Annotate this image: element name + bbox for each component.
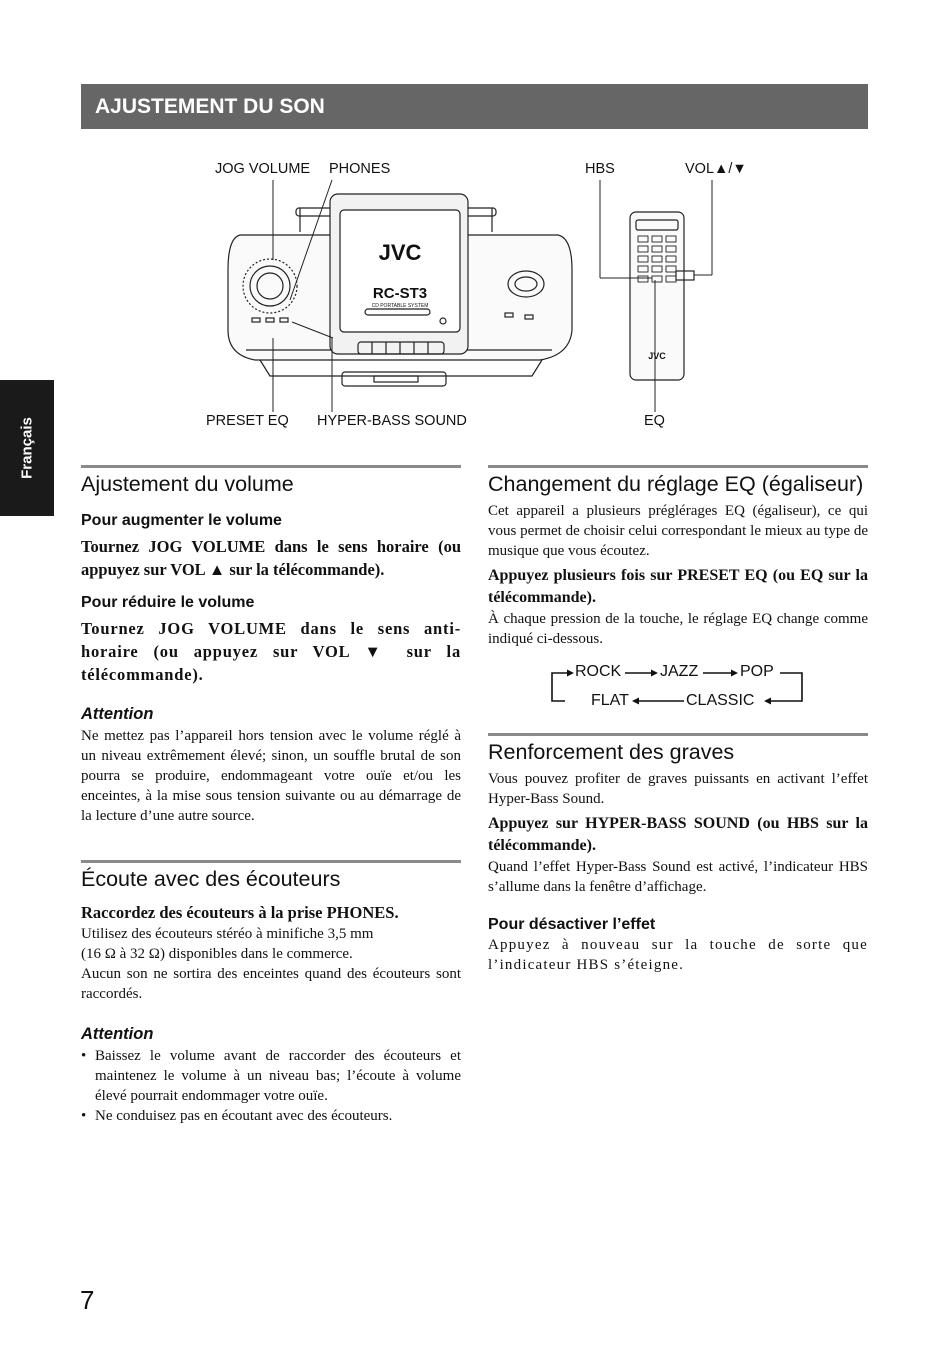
eq-title: Changement du réglage EQ (égaliseur): [488, 465, 868, 497]
bass-off-text: Appuyez à nouveau sur la touche de sorte que l’indicateur HBS s’éteigne.: [488, 937, 868, 973]
bass-title: Renforcement des graves: [488, 733, 868, 765]
bass-note: Quand l’effet Hyper-Bass Sound est activé, l’indicateur HBS s’allume dans la fenêtre d’affichage.: [488, 859, 868, 895]
eq-mode-rock: ROCK: [575, 663, 622, 680]
label-hbs: HBS: [585, 161, 615, 177]
eq-instruction: Appuyez plusieurs fois sur PRESET EQ (ou EQ sur la télécommande).: [488, 567, 868, 606]
device-subtitle: CD PORTABLE SYSTEM: [371, 303, 429, 309]
page-number: 7: [80, 1285, 95, 1315]
device-figure: [200, 150, 760, 440]
volume-up-heading: Pour augmenter le volume: [81, 512, 282, 529]
label-hyper-bass: HYPER-BASS SOUND: [317, 413, 467, 429]
right-column: [488, 465, 868, 975]
device-model: RC-ST3: [372, 285, 428, 302]
remote-brand: JVC: [648, 351, 666, 361]
eq-note: À chaque pression de la touche, le réglage EQ change comme indiqué ci-dessous.: [488, 611, 868, 647]
volume-down-text: Tournez JOG VOLUME dans le sens anti-horaire (ou appuyez sur VOL ▼ sur la télécommande).: [81, 619, 461, 684]
label-vol: VOL▲/▼: [685, 161, 747, 177]
eq-cycle-diagram: [488, 655, 868, 715]
left-column: [81, 465, 461, 1126]
volume-title: Ajustement du volume: [81, 465, 461, 497]
label-preset-eq: PRESET EQ: [206, 413, 289, 429]
list-item: • Ne conduisez pas en écoutant avec des écouteurs.: [81, 1106, 461, 1126]
device-brand: JVC: [378, 240, 422, 265]
section-title: AJUSTEMENT DU SON: [95, 95, 325, 118]
eq-intro: Cet appareil a plusieurs préglérages EQ (égaliseur), ce qui vous permet de choisir celui correspondant le mieux au type de musique que vous écoutez.: [488, 503, 868, 559]
headphones-line1: Utilisez des écouteurs stéréo à minifiche 3,5 mm: [81, 926, 374, 942]
headphones-instruction: Raccordez des écouteurs à la prise PHONES.: [81, 903, 399, 922]
bass-off-heading: Pour désactiver l’effet: [488, 916, 656, 933]
eq-mode-flat: FLAT: [591, 692, 629, 709]
volume-down-heading: Pour réduire le volume: [81, 594, 255, 611]
section-banner: [81, 84, 868, 129]
headphones-title: Écoute avec des écouteurs: [81, 860, 461, 892]
headphones-line3: Aucun son ne sortira des enceintes quand des écouteurs sont raccordés.: [81, 966, 461, 1002]
headphones-line2: (16 Ω à 32 Ω) disponibles dans le commerce.: [81, 946, 353, 962]
eq-mode-jazz: JAZZ: [660, 663, 699, 680]
bass-instruction: Appuyez sur HYPER-BASS SOUND (ou HBS sur la télécommande).: [488, 815, 868, 854]
bass-intro: Vous pouvez profiter de graves puissants en activant l’effet Hyper-Bass Sound.: [488, 771, 868, 807]
device-drawing: [200, 150, 760, 440]
volume-up-text: Tournez JOG VOLUME dans le sens horaire (ou appuyez sur VOL ▲ sur la télécommande).: [81, 537, 461, 579]
eq-mode-pop: POP: [740, 663, 774, 680]
language-tab: [0, 380, 54, 516]
language-tab-label: Français: [18, 417, 36, 479]
volume-attention-text: Ne mettez pas l’appareil hors tension avec le volume réglé à un niveau extrêmement élevé; sinon, un souffle brutal de son pourra se produire, endommageant votre ouïe et/ou les enceintes, à la mise sous tension suivante ou au démarrage de la lecture d’une autre source.: [81, 728, 461, 824]
volume-attention-heading: Attention: [81, 705, 154, 723]
label-phones: PHONES: [329, 161, 391, 177]
headphones-attention-list: [81, 1046, 461, 1126]
list-item: • Baissez le volume avant de raccorder des écouteurs et maintenez le volume à un niveau bas; l’écoute à volume élevé pourrait endommager votre ouïe.: [81, 1046, 461, 1106]
label-jog-volume: JOG VOLUME: [215, 161, 311, 177]
eq-mode-classic: CLASSIC: [686, 692, 755, 709]
label-eq: EQ: [644, 413, 665, 429]
headphones-attention-heading: Attention: [81, 1025, 154, 1043]
